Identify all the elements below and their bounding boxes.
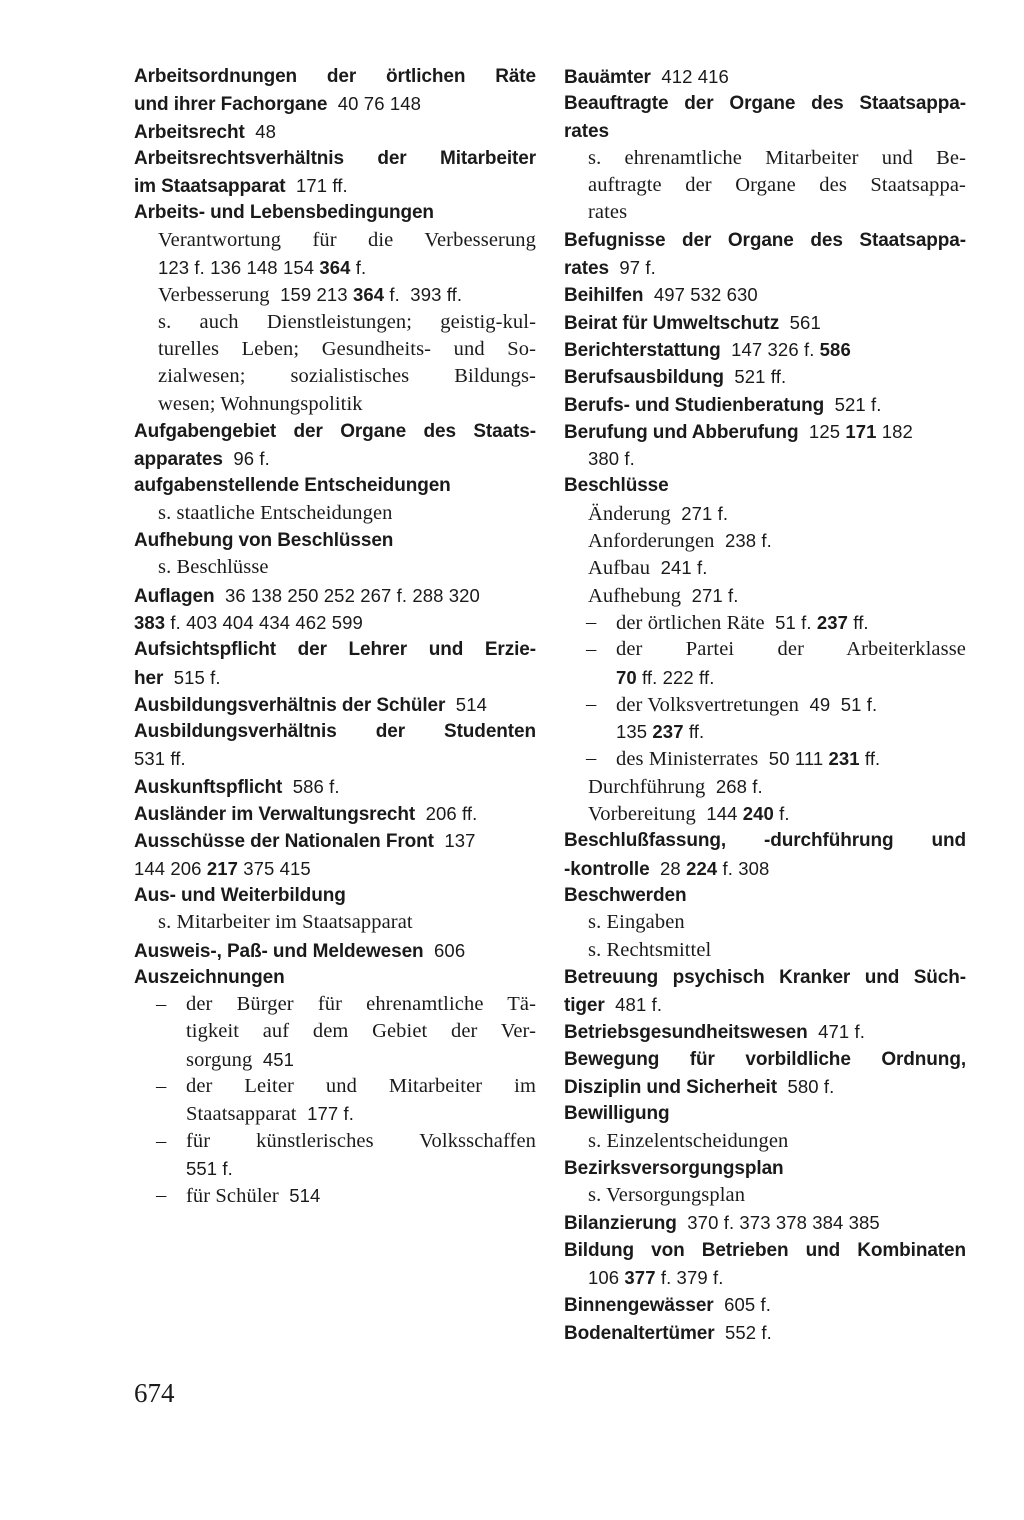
- index-text: tigkeit auf dem Gebiet der Ver-: [186, 1020, 536, 1043]
- index-text: Aufhebung: [588, 584, 682, 607]
- page-reference: 36 138 250 252 267 f. 288 320: [214, 584, 480, 606]
- page-reference: 364: [319, 257, 351, 279]
- index-subentry-line: [564, 745, 966, 772]
- page-reference: 268 f.: [705, 775, 763, 797]
- index-term: Ausweis-, Paß- und Meldewesen: [134, 940, 424, 962]
- index-subentry-line: [134, 391, 536, 418]
- page-reference: 561: [779, 311, 821, 333]
- index-term: Bewegung für vorbildliche Ordnung,: [564, 1048, 966, 1070]
- page-reference: 271 f.: [670, 502, 729, 524]
- dash-marker: –: [156, 993, 167, 1016]
- index-entry-line: [564, 281, 966, 308]
- page-reference: ff. 222 ff.: [636, 666, 715, 688]
- index-entry-line: [134, 172, 536, 199]
- index-term: Bauämter: [564, 67, 651, 88]
- index-subentry-line: [134, 1018, 536, 1045]
- page-reference: 271 f.: [681, 584, 739, 606]
- index-term: Beirat für Umweltschutz: [564, 312, 780, 334]
- index-text: für künstlerisches Volksschaffen: [186, 1129, 536, 1152]
- index-entry-line: [134, 691, 536, 718]
- index-entry-line: [134, 199, 536, 226]
- page-reference: 48: [244, 120, 276, 142]
- index-entry-line: [564, 964, 966, 991]
- index-subentry-line: [564, 636, 966, 663]
- index-term: -kontrolle: [564, 858, 650, 880]
- index-term: tiger: [564, 995, 605, 1017]
- page-reference: ff.: [683, 721, 705, 743]
- index-subentry-line: [564, 909, 966, 936]
- index-term: Beschwerden: [564, 884, 687, 906]
- index-text: der Partei der Arbeiterklasse: [616, 638, 966, 661]
- page-reference: 70: [616, 666, 637, 688]
- index-term: Bilanzierung: [564, 1213, 677, 1235]
- index-text: s. Mitarbeiter im Staatsapparat: [158, 911, 413, 934]
- index-entry-line: [134, 718, 536, 745]
- page-reference: ff.: [848, 611, 869, 633]
- index-subentry-line: [564, 664, 966, 691]
- dash-marker: –: [156, 1184, 167, 1207]
- index-term: rates: [564, 120, 609, 142]
- index-subentry-line: [564, 718, 966, 745]
- page-reference: 206 ff.: [415, 803, 478, 825]
- index-term: Auflagen: [134, 585, 215, 607]
- index-subentry-line: [134, 909, 536, 936]
- page-reference: 147 326 f.: [720, 338, 820, 360]
- index-subentry-line: [134, 1073, 536, 1100]
- index-subentry-line: [134, 363, 536, 390]
- index-text: zialwesen; sozialistisches Bildungs-: [158, 365, 536, 388]
- index-term: Arbeitsordnungen der örtlichen Räte: [134, 66, 536, 87]
- page-reference: 605 f.: [713, 1294, 771, 1316]
- index-entry-line: [134, 582, 536, 609]
- page-reference: 135: [616, 721, 653, 743]
- index-text: Durchführung: [588, 775, 706, 798]
- index-term: Bodenaltertümer: [564, 1322, 715, 1344]
- page-reference: 515 f.: [163, 666, 221, 688]
- dash-marker: –: [586, 692, 597, 715]
- index-subentry-line: [564, 691, 966, 718]
- page-reference: 224: [686, 857, 718, 879]
- index-entry-line: [564, 309, 966, 336]
- index-text: Verantwortung für die Verbesserung: [158, 228, 536, 251]
- index-text: des Ministerrates: [616, 748, 759, 771]
- index-text: auftragte der Organe des Staatsappa-: [588, 174, 966, 197]
- page-reference: 551 f.: [186, 1157, 233, 1179]
- page-reference: 377: [624, 1267, 656, 1289]
- index-subentry-line: [564, 145, 966, 172]
- index-entry-line: [134, 445, 536, 472]
- page-reference: ff.: [859, 748, 881, 770]
- dash-marker: –: [156, 1129, 167, 1152]
- index-subentry-line: [134, 227, 536, 254]
- index-entry-line: [564, 882, 966, 909]
- page-reference: 586: [819, 338, 851, 360]
- index-term: Berufsausbildung: [564, 367, 724, 389]
- index-entry-line: [564, 1237, 966, 1264]
- page-reference: 481 f.: [604, 994, 663, 1016]
- index-entry-line: [564, 118, 966, 145]
- page-reference: 514: [445, 693, 487, 715]
- index-term: Befugnisse der Organe des Staatsappa-: [564, 229, 966, 251]
- index-subentry-line: [134, 309, 536, 336]
- index-term: Arbeitsrecht: [134, 121, 245, 143]
- index-subentry-line: [564, 1182, 966, 1209]
- index-subentry-line: [134, 554, 536, 581]
- index-entry-line: [564, 1291, 966, 1318]
- index-subentry-line: [134, 254, 536, 281]
- index-text: Vorbereitung: [588, 803, 696, 826]
- index-subentry-line: [134, 1155, 536, 1182]
- index-term: Aufsichtspflicht der Lehrer und Erzie-: [134, 639, 536, 661]
- page-number: 674: [134, 1378, 175, 1408]
- index-subentry-line: [134, 500, 536, 527]
- index-text: s. ehrenamtliche Mitarbeiter und Be-: [588, 146, 966, 169]
- index-text: Staatsapparat: [186, 1103, 297, 1126]
- index-entry-line: [564, 1209, 966, 1236]
- index-subentry-line: [564, 172, 966, 199]
- page-reference: 182: [876, 420, 913, 442]
- index-term: Ausbildungsverhältnis der Studenten: [134, 721, 536, 743]
- page-reference: 552 f.: [714, 1321, 772, 1343]
- index-subentry-line: [134, 1182, 536, 1209]
- index-term: Bezirksversorgungsplan: [564, 1157, 784, 1179]
- index-text: Verbesserung: [158, 284, 270, 307]
- index-entry-line: [564, 472, 966, 499]
- index-column-left: [134, 63, 536, 1209]
- page-reference: 514: [278, 1185, 321, 1207]
- index-term: apparates: [134, 449, 223, 471]
- page-reference: 144: [695, 803, 743, 825]
- page-reference: 370 f. 373 378 384 385: [676, 1212, 880, 1234]
- index-text: turelles Leben; Gesundheits- und So-: [158, 337, 536, 360]
- index-term: Bildung von Betrieben und Kombinaten: [564, 1239, 966, 1261]
- index-term: Berufs- und Studienberatung: [564, 394, 825, 416]
- index-term: im Staatsapparat: [134, 176, 286, 198]
- index-entry-line: [564, 254, 966, 281]
- index-text: s. Beschlüsse: [158, 556, 269, 579]
- page-reference: 451: [252, 1048, 295, 1070]
- index-term: Beschlüsse: [564, 475, 669, 497]
- page-reference: 51 f.: [764, 611, 817, 633]
- index-text: Anforderungen: [588, 530, 715, 553]
- index-entry-line: [564, 227, 966, 254]
- index-term: und ihrer Fachorgane: [134, 94, 328, 116]
- index-entry-line: [134, 636, 536, 663]
- index-subentry-line: [134, 336, 536, 363]
- index-text: der Leiter und Mitarbeiter im: [186, 1074, 536, 1097]
- dash-marker: –: [156, 1074, 167, 1097]
- index-text: Änderung: [588, 502, 671, 525]
- index-term: Berufung und Abberufung: [564, 421, 799, 443]
- page-reference: 106: [588, 1267, 625, 1289]
- page-reference: 125: [798, 420, 846, 442]
- index-entry-line: [134, 800, 536, 827]
- page-reference: 97 f.: [608, 257, 656, 279]
- index-subentry-line: [564, 199, 966, 226]
- page-reference: f.: [773, 803, 790, 825]
- page-reference: 28: [649, 857, 687, 879]
- page-reference: 375 415: [238, 857, 311, 879]
- index-text: s. Einzelentscheidungen: [588, 1129, 789, 1152]
- index-subentry-line: [564, 773, 966, 800]
- page-reference: 383: [134, 611, 166, 633]
- page-reference: 159 213: [269, 284, 353, 306]
- page-reference: 521 f.: [824, 393, 882, 415]
- index-term: Beschlußfassung, -durchführung und: [564, 830, 966, 852]
- index-entry-line: [564, 363, 966, 390]
- index-entry-line: [134, 118, 536, 145]
- index-text: der örtlichen Räte: [616, 611, 765, 634]
- index-entry-line: [564, 63, 966, 90]
- index-text: wesen; Wohnungspolitik: [158, 392, 363, 415]
- index-term: Betriebsgesundheitswesen: [564, 1022, 808, 1044]
- index-term: Beauftragte der Organe des Staatsappa-: [564, 93, 966, 115]
- page-reference: 171: [845, 420, 877, 442]
- page-reference: f. 403 404 434 462 599: [165, 611, 363, 633]
- page-reference: 171 ff.: [285, 175, 348, 197]
- index-entry-line: [564, 336, 966, 363]
- page-reference: 231: [828, 748, 860, 770]
- index-entry-line: [134, 418, 536, 445]
- index-subentry-line: [564, 527, 966, 554]
- index-subentry-line: [564, 1264, 966, 1291]
- index-term: Aus- und Weiterbildung: [134, 884, 346, 906]
- page-reference: f. 308: [717, 857, 770, 879]
- page-reference: 238 f.: [714, 530, 772, 552]
- page-reference: 177 f.: [296, 1103, 354, 1125]
- index-entry-line: [134, 964, 536, 991]
- index-text: s. Eingaben: [588, 911, 685, 934]
- page-reference: 471 f.: [807, 1021, 865, 1043]
- page-reference: 237: [816, 611, 849, 633]
- index-text: Aufbau: [588, 557, 651, 580]
- page-reference: 521 ff.: [723, 366, 787, 388]
- page-reference: 137: [433, 830, 476, 852]
- index-term: Bewilligung: [564, 1103, 670, 1125]
- index-text: s. auch Dienstleistungen; geistig-kul-: [158, 310, 536, 333]
- index-subentry-line: [134, 1128, 536, 1155]
- page-reference: 49 51 f.: [798, 693, 878, 715]
- index-entry-line: [134, 90, 536, 117]
- index-term: Binnengewässer: [564, 1295, 714, 1317]
- index-subentry-line: [564, 582, 966, 609]
- index-entry-line: [564, 1018, 966, 1045]
- index-term: Beihilfen: [564, 285, 644, 307]
- page-reference: 241 f.: [650, 557, 708, 579]
- index-term: Ausschüsse der Nationalen Front: [134, 831, 434, 853]
- index-entry-line: [134, 773, 536, 800]
- page-reference: 50 111: [758, 748, 829, 770]
- page-reference: 40 76 148: [327, 93, 421, 115]
- index-term: Ausländer im Verwaltungsrecht: [134, 804, 416, 826]
- index-term: her: [134, 667, 164, 689]
- index-entry-line: [564, 90, 966, 117]
- index-column-right: [564, 63, 966, 1346]
- index-entry-line: [564, 418, 966, 445]
- index-entry-line: [564, 827, 966, 854]
- index-subentry-line: [564, 500, 966, 527]
- page-reference: 217: [206, 857, 238, 879]
- index-term: Ausbildungsverhältnis der Schüler: [134, 694, 446, 716]
- dash-marker: –: [586, 610, 597, 633]
- index-subentry-line: [134, 1100, 536, 1127]
- dash-marker: –: [586, 638, 597, 661]
- page-reference: f.: [350, 257, 367, 279]
- index-entry-line: [134, 472, 536, 499]
- page-reference: 531 ff.: [134, 748, 186, 770]
- index-entry-line: [564, 1319, 966, 1346]
- index-term: Aufhebung von Beschlüssen: [134, 530, 394, 552]
- index-term: Arbeits- und Lebensbedingungen: [134, 202, 434, 224]
- page-reference: 380 f.: [588, 448, 635, 470]
- index-entry-line: [134, 937, 536, 964]
- index-entry-line: [564, 1100, 966, 1127]
- index-entry-line: [564, 391, 966, 418]
- index-entry-line: [134, 882, 536, 909]
- index-text: s. Versorgungsplan: [588, 1184, 746, 1207]
- index-text: der Volksvertretungen: [616, 693, 799, 716]
- index-entry-line: [564, 991, 966, 1018]
- index-subentry-line: [564, 1128, 966, 1155]
- page-reference: 580 f.: [776, 1075, 835, 1097]
- index-term: rates: [564, 258, 609, 280]
- index-entry-line: [134, 745, 536, 772]
- index-entry-line: [134, 145, 536, 172]
- page-reference: 144 206: [134, 857, 207, 879]
- index-subentry-line: [564, 800, 966, 827]
- index-term: aufgabenstellende Entscheidungen: [134, 475, 451, 497]
- index-entry-line: [134, 855, 536, 882]
- index-text: sorgung: [186, 1048, 253, 1071]
- index-term: Disziplin und Sicherheit: [564, 1076, 777, 1098]
- index-subentry-line: [564, 937, 966, 964]
- index-entry-line: [134, 63, 536, 90]
- index-entry-line: [134, 609, 536, 636]
- index-entry-line: [134, 827, 536, 854]
- page-reference: 497 532 630: [643, 284, 758, 306]
- index-subentry-line: [134, 1046, 536, 1073]
- index-term: Auszeichnungen: [134, 966, 285, 988]
- page-reference: 412 416: [650, 66, 729, 87]
- index-entry-line: [134, 664, 536, 691]
- index-subentry-line: [134, 281, 536, 308]
- index-term: Betreuung psychisch Kranker und Süch-: [564, 966, 966, 988]
- index-subentry-line: [564, 445, 966, 472]
- index-text: für Schüler: [186, 1185, 279, 1208]
- index-text: rates: [588, 201, 628, 224]
- index-term: Aufgabengebiet der Organe des Staats-: [134, 420, 536, 442]
- index-entry-line: [564, 1046, 966, 1073]
- index-subentry-line: [134, 991, 536, 1018]
- index-entry-line: [134, 527, 536, 554]
- page-reference: 237: [652, 721, 684, 743]
- page-reference: 96 f.: [222, 448, 270, 470]
- index-text: der Bürger für ehrenamtliche Tä-: [186, 993, 536, 1016]
- page-reference: f. 393 ff.: [384, 284, 463, 306]
- index-entry-line: [564, 1073, 966, 1100]
- page-reference: 364: [352, 284, 385, 306]
- page-reference: 240: [742, 803, 774, 825]
- page-reference: 586 f.: [282, 775, 340, 797]
- index-term: Arbeitsrechtsverhältnis der Mitarbeiter: [134, 147, 536, 169]
- index-text: s. Rechtsmittel: [588, 938, 712, 961]
- index-term: Berichterstattung: [564, 339, 721, 361]
- index-subentry-line: [564, 609, 966, 636]
- page-reference: 123 f. 136 148 154: [158, 257, 320, 279]
- index-entry-line: [564, 1155, 966, 1182]
- dash-marker: –: [586, 747, 597, 770]
- index-subentry-line: [564, 554, 966, 581]
- index-entry-line: [564, 855, 966, 882]
- page-reference: f. 379 f.: [655, 1267, 724, 1289]
- page-reference: 606: [423, 939, 466, 961]
- index-term: Auskunftspflicht: [134, 776, 283, 798]
- index-text: s. staatliche Entscheidungen: [158, 501, 393, 524]
